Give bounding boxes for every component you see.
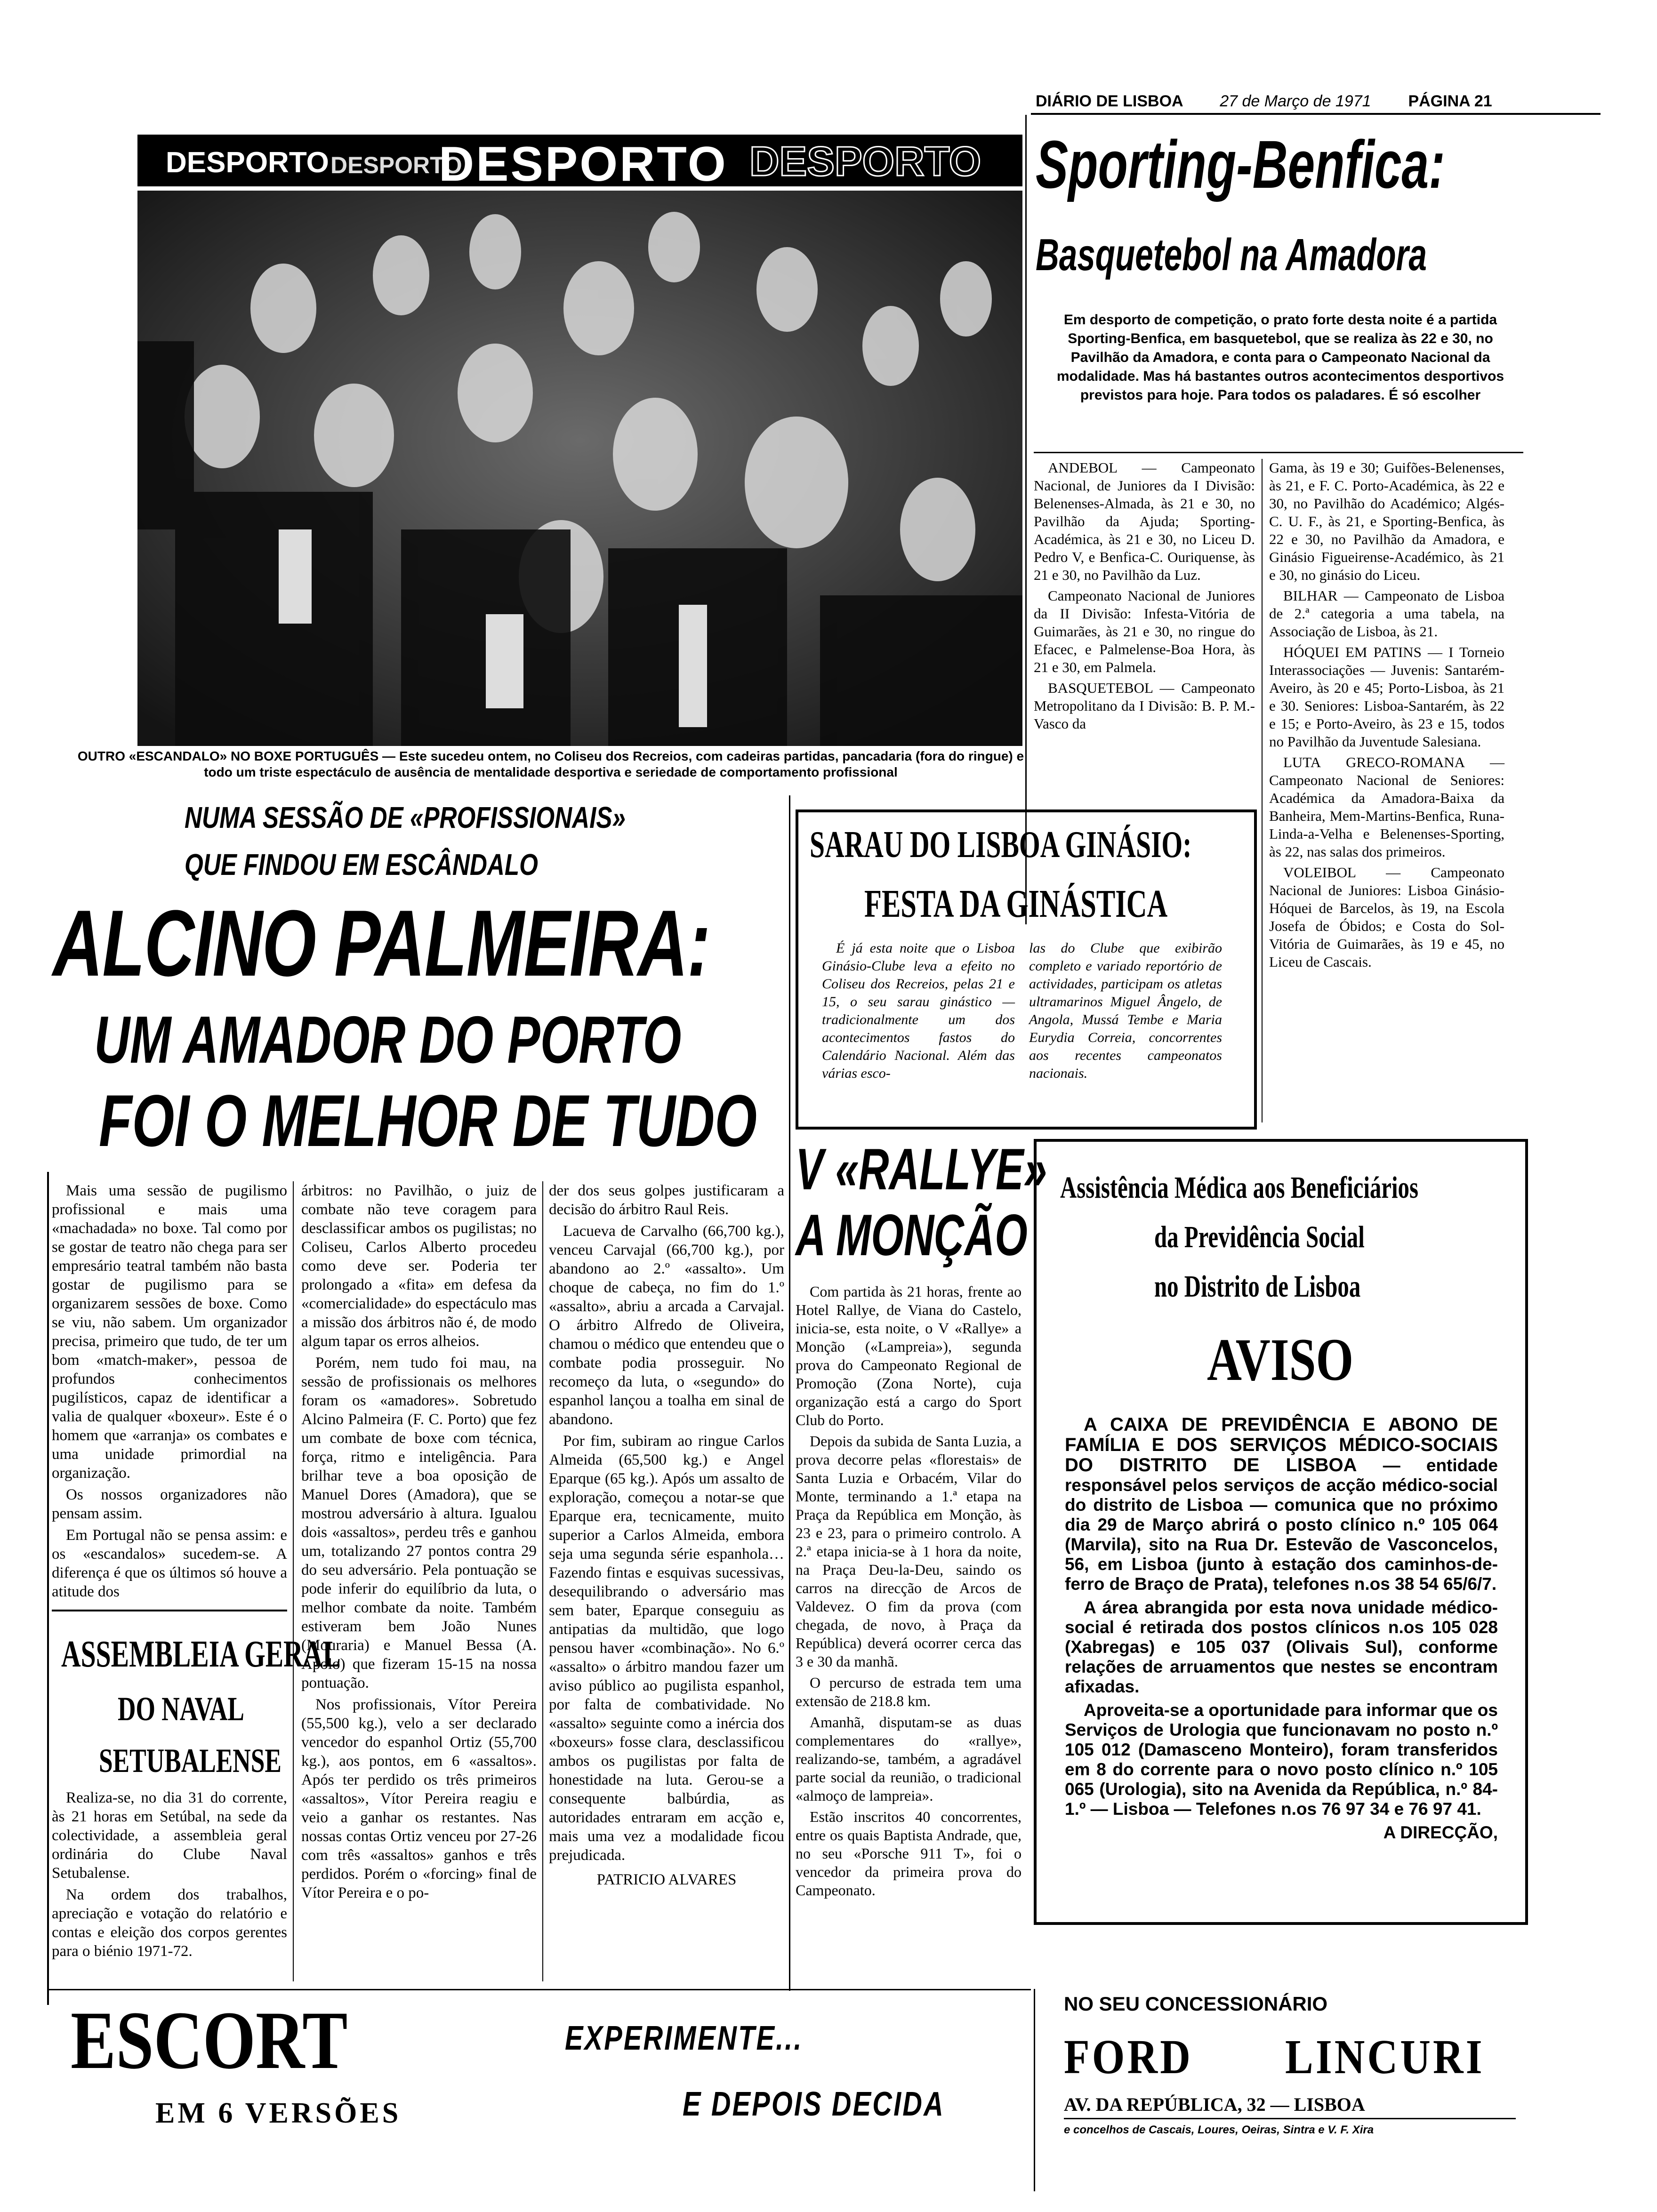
sporting-lead: Em desporto de competição, o prato forte desta noite é a partida Sporting-Benfica, em basquetebol, que se realiza às 22 e 30, no Pavilhão da Amadora, e conta para o Campeonato Nacional da modalidade. Mas há bastantes outros acontecimentos desportivos previstos para hoje. Para todos os paladares. É só escolher xyxy=(1056,312,1504,403)
aviso-paragraph: A área abrangida por esta nova unidade médico-social é retirada dos postos clínicos n.os 105 028 (Xabregas) e 105 037 (Olivais Sul), conforme relações de arruamentos que nestes se encontram afixadas. xyxy=(1065,1598,1498,1696)
boxing-paragraph: Os nossos organizadores não pensam assim. xyxy=(52,1486,287,1522)
boxing-column-1 xyxy=(52,1181,287,1604)
ford-line1: NO SEU CONCESSIONÁRIO xyxy=(1064,1993,1328,2015)
boxing-headline-1: ALCINO PALMEIRA: xyxy=(53,891,710,996)
assembleia-title-2: DO NAVAL xyxy=(118,1690,244,1728)
banner-word-2: DESPORTO xyxy=(330,152,462,178)
column-rule xyxy=(542,1181,543,1981)
rallye-paragraph: Estão inscritos 40 concorrentes, entre os quais Baptista Andrade, que, no seu «Porsche 911 T», foi o vencedor da primeira prova do Campeonato. xyxy=(796,1808,1022,1899)
escort-versions: EM 6 VERSÕES xyxy=(155,2097,402,2129)
assembleia-title-3: SETUBALENSE xyxy=(99,1742,282,1779)
escort-slogan-1: EXPERIMENTE... xyxy=(565,2020,803,2057)
main-column-rule xyxy=(789,795,790,1991)
assembleia-body xyxy=(52,1788,287,1964)
rallye-paragraph: O percurso de estrada tem uma extensão de 218.8 km. xyxy=(796,1674,1022,1709)
sporting-paragraph: BASQUETEBOL — Campeonato Metropolitano da I Divisão: B. P. M.-Vasco da xyxy=(1034,680,1255,732)
sporting-paragraph: VOLEIBOL — Campeonato Nacional de Juniores: Lisboa Ginásio-Hóquei de Barcelos, às 19, na Escola Josefa de Óbidos; e Costa do Sol-Vitória de Guimarães, às 19 e 45, no Liceu de Cascais. xyxy=(1269,864,1504,970)
boxing-scandal-photo xyxy=(137,191,1022,746)
column-rule xyxy=(1262,459,1263,1122)
ad-top-rule xyxy=(47,1989,1031,1990)
assembleia-title-1: ASSEMBLEIA GERAL xyxy=(61,1634,341,1675)
banner-word-3: DESPORTO xyxy=(439,137,728,186)
boxing-paragraph: Nos profissionais, Vítor Pereira (55,500 kg.), velo a ser declarado vencedor do espanhol Ortiz (55,700 kg.), aos pontos, em 6 «assaltos». Após ter perdido os três primeiros «assaltos», Vítor Pereira reagiu e veio a ganhar os restantes. Nas nossas contas Ortiz venceu por 27-26 com três «assaltos» ganhos e três perdidos. Porém o «forcing» final de Vítor Pereira e o po- xyxy=(301,1696,537,1901)
sporting-paragraph: HÓQUEI EM PATINS — I Torneio Interassociações — Juvenis: Santarém-Aveiro, às 20 e 45; Porto-Lisboa, às 21 e 30. Seniores: Lisboa-Santarém, às 22 e 15; e Porto-Aveiro, às 23 e 15, todos no Pavilhão da Juventude Salesiana. xyxy=(1269,644,1504,750)
column-rule xyxy=(293,1181,294,1981)
sporting-paragraph: Campeonato Nacional de Juniores da II Divisão: Infesta-Vitória de Guimarães, às 21 e 30, no ringue do Efacec, e Palmelense-Boa Hora, às 21 e 30, em Palmela. xyxy=(1034,587,1255,675)
section-banner xyxy=(137,135,1022,186)
sporting-lead-rule xyxy=(1034,452,1523,453)
escort-slogan-2: E DEPOIS DECIDA xyxy=(683,2085,945,2123)
assembleia-paragraph: Realiza-se, no dia 31 do corrente, às 21 horas em Setúbal, na sede da colectividade, a assembleia geral ordinária do Clube Naval Setubalense. xyxy=(52,1789,287,1882)
aviso-body xyxy=(1065,1415,1498,1843)
assembleia-paragraph: Na ordem dos trabalhos, apreciação e votação do relatório e contas e eleição dos corpos gerentes para o biénio 1971-72. xyxy=(52,1886,287,1960)
sporting-paragraph: Gama, às 19 e 30; Guifões-Belenenses, às 21, e F. C. Porto-Académica, às 22 e 30, no Pavilhão do Académico; Algés-C. U. F., às 21, e Sporting-Benfica, às 22 e 30, no Pavilhão da Amadora, e Ginásio Figueirense-Académico, às 21 e 30, no ginásio do Liceu. xyxy=(1269,459,1504,583)
escort-brand: ESCORT xyxy=(71,1995,348,2086)
aviso-box xyxy=(1034,1139,1528,1925)
rallye-body xyxy=(796,1282,1022,1902)
sporting-left-rule xyxy=(1025,115,1027,924)
boxing-paragraph: Em Portugal não se pensa assim: e os «escandalos» sucedem-se. A diferença é que os últimos só houve a atitude dos xyxy=(52,1527,287,1600)
boxing-paragraph: árbitros: no Pavilhão, o juiz de combate não teve coragem para desclassificar ambos os pugilistas; no Coliseu, Carlos Alberto procedeu como deve ser. Poderia ter prolongado a «fita» em defesa da «comercialidade» do espectáculo mas a missão dos árbitros não é, de modo algum tapar os erros alheios. xyxy=(301,1182,537,1350)
header-rule xyxy=(1031,113,1601,115)
boxing-paragraph: der dos seus golpes justificaram a decisão do árbitro Raul Reis. xyxy=(549,1182,784,1218)
boxing-headline-3: FOI O MELHOR DE TUDO xyxy=(99,1080,757,1162)
crowd-photo-image xyxy=(137,191,1022,746)
sarau-title-1: SARAU DO LISBOA GINÁSIO: xyxy=(810,824,1192,866)
boxing-paragraph: Por fim, subiram ao ringue Carlos Almeida (65,500 kg.) e Angel Eparque (65 kg.). Após um assalto de exploração, começou a notar-se que Eparque era, tecnicamente, muito superior a Carlos Almeida, embora seja uma segunda série espanhola… Fazendo fintas e esquivas sucessivas, desequilibrando o adversário mas sem bater, Eparque conseguiu as antipatias da multidão, que logo pensou haver «combinação». No 6.º «assalto» o árbitro mandou fazer um aviso público ao pugilista espanhol, por falta de combatividade. No «assalto» seguinte como a inércia dos «boxeurs» fosse clara, desclassificou ambos os pugilistas por falta de honestidade na luta. Gerou-se a consequente balbúrdia, as autoridades entraram em acção e, mais uma vez a modalidade ficou prejudicada. xyxy=(549,1433,784,1864)
ford-brand: FORD xyxy=(1064,2030,1193,2084)
sarau-column-2: las do Clube que exibirão completo e variado reportório de actividades, participam os atletas ultramarinos Miguel Ângelo, de Angola, Mussá Tembe e Maria Eurydia Correia, concorrentes aos recentes campeonatos nacionais. xyxy=(1029,940,1222,1081)
sporting-column-2 xyxy=(1269,459,1504,974)
sarau-box xyxy=(796,809,1257,1130)
photo-caption: OUTRO «ESCANDALO» NO BOXE PORTUGUÊS — Este sucedeu ontem, no Coliseu dos Recreios, com cadeiras partidas, pancadaria (fora do ringue) e todo um triste espectáculo de ausência de mentalidade desportiva e seriedade de comportamento profissional xyxy=(77,749,1024,779)
aviso-title-1: Assistência Médica aos Beneficiários xyxy=(1060,1170,1418,1205)
aviso-title-3: no Distrito de Lisboa xyxy=(1154,1269,1361,1304)
rallye-paragraph: Com partida às 21 horas, frente ao Hotel Rallye, de Viana do Castelo, inicia-se, esta noite, o V «Rallye» a Monção («Lampreia»), segunda prova do Campeonato Regional de Promoção (Zona Norte), cuja organização está a cargo do Sport Club do Porto. xyxy=(796,1283,1022,1428)
sporting-paragraph: BILHAR — Campeonato de Lisboa de 2.ª categoria a uma tabela, na Associação de Lisboa, às 21. xyxy=(1269,587,1504,640)
assembleia-top-rule xyxy=(52,1610,287,1611)
page-number: PÁGINA 21 xyxy=(1408,92,1492,110)
sporting-paragraph: LUTA GRECO-ROMANA — Campeonato Nacional de Seniores: Académica da Amadora-Baixa da Banheira, Mem-Martins-Benfica, Runa-Linda-a-Velha e Belenenses-Sporting, às 22, nas salas dos primeiros. xyxy=(1269,754,1504,860)
sarau-title-2: FESTA DA GINÁSTICA xyxy=(864,882,1168,926)
sporting-subtitle: Basquetebol na Amadora xyxy=(1036,230,1427,280)
sporting-title: Sporting-Benfica: xyxy=(1036,127,1445,202)
banner-word-1: DESPORTO xyxy=(166,146,329,179)
aviso-paragraph: — entidade responsável pelos serviços de acção médico-social do distrito de Lisboa — comunica que no próximo dia 29 de Março abrirá o posto clínico n.º 105 064 (Marvila), sito na Rua Dr. Estevão de Vasconcelos, 56, em Lisboa (junto à estação dos caminhos-de-ferro de Braço de Prata), telefones n.os 38 54 65/6/7. xyxy=(1065,1456,1498,1594)
aviso-heading: AVISO xyxy=(1207,1326,1354,1393)
ad-divider xyxy=(1034,1989,1035,2191)
page-header xyxy=(1036,92,1601,112)
banner-word-4: DESPORTO xyxy=(749,138,981,184)
boxing-headline-2: UM AMADOR DO PORTO xyxy=(94,1002,682,1077)
boxing-paragraph: Mais uma sessão de pugilismo profissional e mais uma «machadada» no boxe. Tal como por se gostar de teatro não chega para ser empresário teatral também não basta gostar de pugilismo para se organizarem sessões de boxe. Como se viu, não sabem. Um organizador precisa, primeiro que tudo, de ter um bom «match-maker», pessoa de profundos conhecimentos pugilísticos, capaz de identificar a valia de qualquer «boxeur». Este é o homem que «arranja» os combates e uma unidade primordial na organização. xyxy=(52,1182,287,1482)
boxing-paragraph: Lacueva de Carvalho (66,700 kg.), venceu Carvajal (66,700 kg.), por abandono ao 2.º «assalto». Um choque de cabeça, no fim do 1.º «assalto», abriu a arcada a Carvajal. O árbitro Alfredo de Oliveira, chamou o médico que entendeu que o combate podia prosseguir. No recomeço da luta, o «segundo» do espanhol lançou a toalha em sinal de abandono. xyxy=(549,1223,784,1428)
sarau-column-1: É já esta noite que o Lisboa Ginásio-Clube leva a efeito no Coliseu dos Recreios, pelas 21 e 15, o seu sarau ginástico — tradicionalmente um dos acontecimentos fastos do Calendário Nacional. Além das várias esco- xyxy=(822,940,1015,1081)
boxing-left-rule xyxy=(47,1172,49,2005)
boxing-paragraph: Porém, nem tudo foi mau, na sessão de profissionais os melhores foram os «amadores». Sobretudo Alcino Palmeira (F. C. Porto) que fez um combate de boxe com técnica, força, ritmo e inteligência. Para brilhar teve a boa oposição de Manuel Dores (Amadora), que se mostrou adversário à altura. Igualou dois «assaltos», perdeu três e ganhou um, totalizando 27 pontos contra 29 do seu adversário. Pela pontuação se pode inferir do equilíbrio da luta, o melhor combate da noite. Também estiveram bem João Nunes (Mouraria) e Manuel Bessa (A. Apolo) que fizeram 15-15 na nossa pontuação. xyxy=(301,1354,537,1691)
boxing-column-3 xyxy=(549,1181,784,1892)
aviso-signature: A DIRECÇÃO, xyxy=(1383,1823,1498,1842)
rallye-paragraph: Depois da subida de Santa Luzia, a prova decorre pelas «florestais» de Santa Luzia e Orbacém, Vilar do Monte, terminando a 1.ª etapa na Praça da República em Monção, às 23 e 23, para o primeiro controlo. A 2.ª etapa inicia-se à 1 hora da noite, na Praça Deu-la-Deu, saindo os carros na direcção de Arcos de Valdevez. O fim da prova (com chegada, de novo, à Praça da República) deverá ocorrer cerca das 3 e 30 da manhã. xyxy=(796,1433,1022,1670)
boxing-byline: PATRICIO ALVARES xyxy=(596,1871,737,1888)
issue-date: 27 de Março de 1971 xyxy=(1220,92,1371,110)
ford-rule xyxy=(1064,2118,1516,2119)
boxing-column-2 xyxy=(301,1181,537,1905)
ford-address: AV. DA REPÚBLICA, 32 — LISBOA xyxy=(1064,2094,1365,2115)
boxing-kicker-1: NUMA SESSÃO DE «PROFISSIONAIS» xyxy=(185,801,626,834)
sporting-paragraph: ANDEBOL — Campeonato Nacional, de Juniores da I Divisão: Belenenses-Almada, às 21 e 30, no Pavilhão da Ajuda; Sporting-Académica, às 21 e 30, no Liceu D. Pedro V, e Benfica-C. Ouriquense, às 21 e 30, no Pavilhão da Luz. xyxy=(1034,459,1255,583)
rallye-title-2: A MONÇÃO xyxy=(796,1203,1028,1268)
ford-dealer: LINCURI xyxy=(1285,2030,1485,2084)
boxing-kicker-2: QUE FINDOU EM ESCÂNDALO xyxy=(185,848,538,882)
aviso-paragraph: Aproveita-se a oportunidade para informar que os Serviços de Urologia que funcionavam no posto n.º 105 012 (Damasceno Monteiro), foram transferidos em 8 do corrente para o novo posto clínico n.º 105 065 (Urologia), sito na Avenida da República, n.º 84-1.º — Lisboa — Telefones n.os 76 97 34 e 76 97 41. xyxy=(1065,1700,1498,1819)
sporting-column-1 xyxy=(1034,459,1255,736)
newspaper-name: DIÁRIO DE LISBOA xyxy=(1036,92,1183,110)
rallye-paragraph: Amanhã, disputam-se as duas complementares do «rallye», realizando-se, também, a agradável parte social da reunião, o tradicional «almoço de lampreia». xyxy=(796,1714,1022,1804)
ford-areas: e concelhos de Cascais, Loures, Oeiras, Sintra e V. F. Xira xyxy=(1064,2124,1374,2136)
aviso-title-2: da Previdência Social xyxy=(1154,1220,1365,1254)
rallye-title-1: V «RALLYE» xyxy=(796,1137,1047,1202)
aviso-lead: A CAIXA DE PREVIDÊNCIA E ABONO DE FAMÍLIA E DOS SERVIÇOS MÉDICO-SOCIAIS DO DISTRITO DE LISBOA xyxy=(1065,1414,1498,1475)
